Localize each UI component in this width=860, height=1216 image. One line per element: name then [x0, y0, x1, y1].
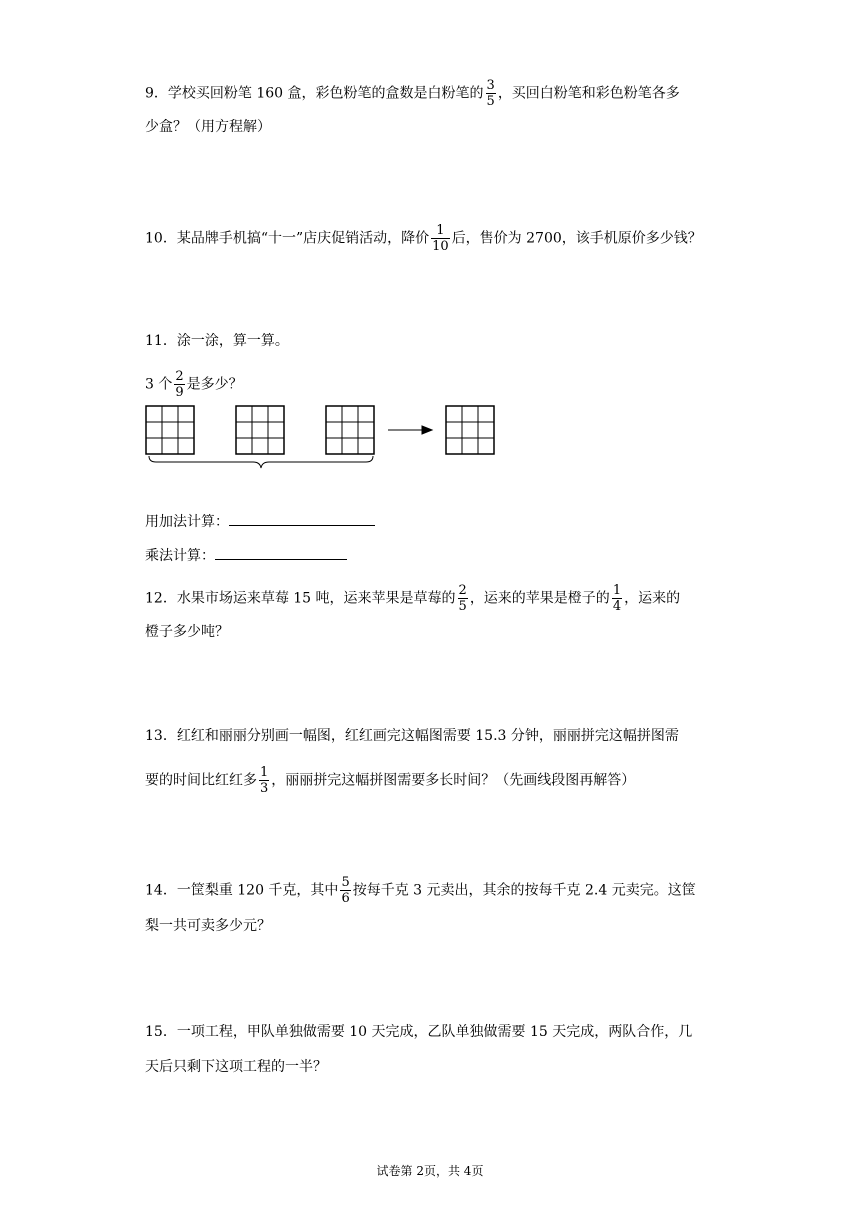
- multiplication-label: 乘法计算：: [145, 548, 215, 564]
- q11-text-a: 3 个: [145, 376, 173, 393]
- q10-text-b: 后，售价为 2700，该手机原价多少钱？: [451, 230, 702, 247]
- q12-fraction-2: $\frac{1}{4}$: [612, 583, 622, 614]
- q12-line1: [145, 583, 680, 614]
- q9-fraction: $\frac{3}{5}$: [486, 78, 495, 109]
- q12-text-c: ，运来的: [624, 590, 681, 607]
- q12-line2: 橙子多少吨？: [145, 624, 229, 640]
- q12-text-b: ，运来的苹果是橙子的: [469, 590, 610, 607]
- q11-prompt: [145, 369, 243, 400]
- q13-text-c: ，丽丽拼完这幅拼图需要多长时间？（先画线段图再解答）: [271, 772, 636, 789]
- grid-1[interactable]: [146, 406, 194, 454]
- q14-line1: [145, 875, 696, 906]
- q9-line1: [145, 78, 680, 109]
- grid-3[interactable]: [326, 406, 374, 454]
- q13-line2: [145, 765, 635, 796]
- q11-fraction: $\frac{2}{9}$: [175, 369, 184, 400]
- q14-text-a: 14．一筐梨重 120 千克，其中: [145, 882, 339, 899]
- q14-text-b: 按每千克 3 元卖出，其余的按每千克 2.4 元卖完。这筐: [352, 882, 696, 899]
- addition-answer-blank[interactable]: [229, 511, 375, 526]
- q11-title: 11．涂一涂，算一算。: [145, 333, 289, 349]
- q11-addition-line: [145, 511, 375, 532]
- q10-text-a: 10．某品牌手机搞“十一”店庆促销活动，降价: [145, 230, 430, 247]
- addition-label: 用加法计算：: [145, 514, 229, 530]
- q11-multiplication-line: [145, 545, 347, 566]
- q9-text-b: ，买回白粉笔和彩色粉笔各多: [497, 85, 680, 102]
- q9-text-a: 9．学校买回粉笔 160 盒，彩色粉笔的盒数是白粉笔的: [145, 85, 484, 102]
- grid-result[interactable]: [446, 406, 494, 454]
- q12-fraction-1: $\frac{2}{5}$: [458, 583, 467, 614]
- q11-text-b: 是多少？: [186, 376, 243, 393]
- brace: [149, 456, 373, 468]
- arrow: [388, 426, 432, 434]
- q13-fraction: $\frac{1}{3}$: [260, 765, 269, 796]
- q11-grid-figure: [140, 398, 510, 472]
- grid-2[interactable]: [236, 406, 284, 454]
- q9-line2: 少盒？（用方程解）: [145, 119, 271, 135]
- q15-line2: 天后只剩下这项工程的一半？: [145, 1059, 327, 1075]
- q14-line2: 梨一共可卖多少元？: [145, 918, 271, 934]
- q10-fraction: $\frac{1}{10}$: [432, 223, 449, 254]
- q13-line1: 13．红红和丽丽分别画一幅图，红红画完这幅图需要 15.3 分钟，丽丽拼完这幅拼图需: [145, 728, 679, 744]
- q13-text-b: 要的时间比红红多: [145, 772, 257, 789]
- page-footer: 试卷第 2页，共 4页: [376, 1164, 484, 1178]
- q10-line1: [145, 223, 702, 254]
- multiplication-answer-blank[interactable]: [215, 545, 347, 560]
- q12-text-a: 12．水果市场运来草莓 15 吨，运来苹果是草莓的: [145, 590, 456, 607]
- q15-line1: 15．一项工程，甲队单独做需要 10 天完成，乙队单独做需要 15 天完成，两队合作，几: [145, 1024, 693, 1040]
- q14-fraction: $\frac{5}{6}$: [341, 875, 350, 906]
